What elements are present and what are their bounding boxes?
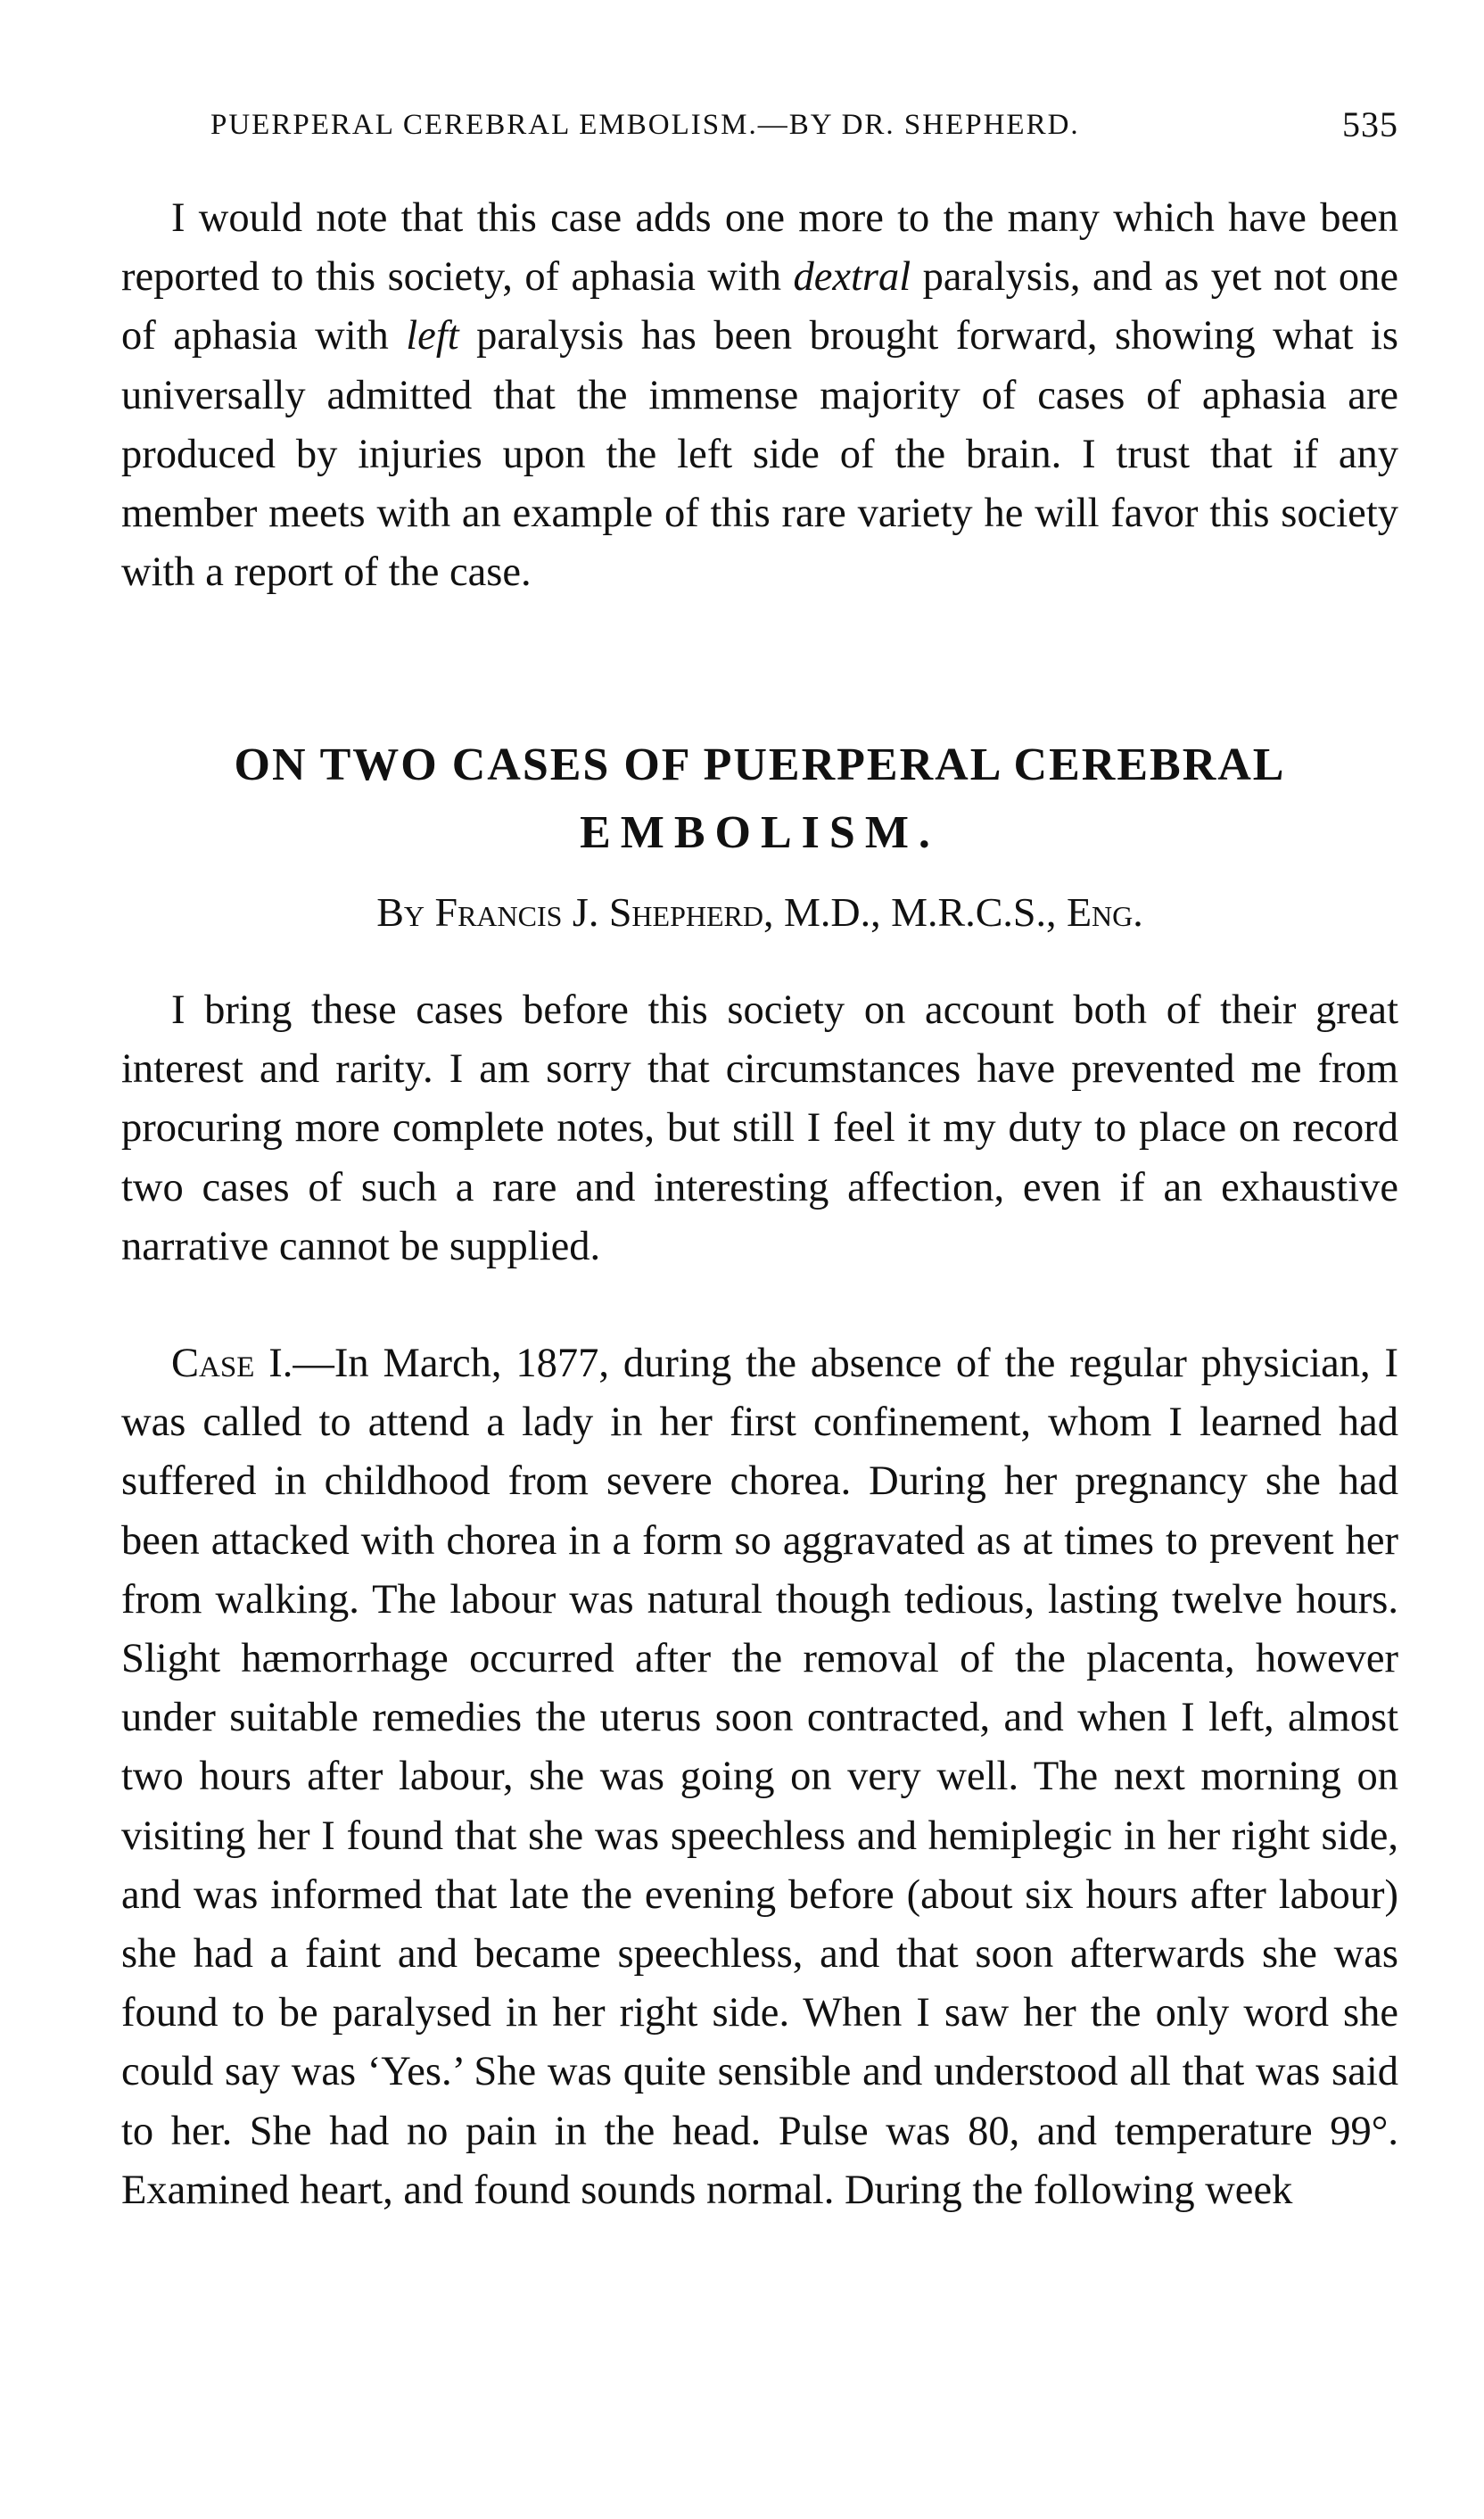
- emphasis-dextral: dextral: [793, 254, 911, 301]
- page-number: 535: [1342, 104, 1398, 145]
- paragraph-introduction: [121, 981, 1398, 1276]
- paragraph-aphasia-note: [121, 189, 1398, 602]
- paragraph-text: I would note that this case adds one more to the many which have been reported to this society, of aphasia with: [121, 195, 1398, 301]
- paragraph-text: —In March, 1877, during the absence of the regular physician, I was called to attend a lady in her first confinement, whom I learned had suffered in childhood from severe chorea. During her pregnancy she had been attacked with chorea in a form so aggravated as at times to prevent her from walking. The labour was natural though tedious, lasting twelve hours. Slight hæmorrhage occurred after the removal of the placenta, however under suitable remedies the uterus soon contracted, and when I left, almost two hours after labour, she was going on very well. The next morning on visiting her I found that she was speechless and hemiplegic in her right side, and was informed that late the evening before (about six hours after labour) she had a faint and became speechless, and that soon afterwards she was found to be paralysed in her right side. When I saw her the only word she could say was ‘Yes.’ She was quite sensible and understood all that was said to her. She had no pain in the head. Pulse was 80, and temperature 99°. Examined heart, and found sounds normal. During the following week: [121, 1341, 1398, 2213]
- article-title-line-1: ON TWO CASES OF PUERPERAL CEREBRAL: [234, 739, 1286, 790]
- emphasis-left: left: [406, 313, 459, 359]
- author-byline: By Francis J. Shepherd, M.D., M.R.C.S., Eng.: [376, 889, 1143, 935]
- paragraph-text: paralysis, and as yet not one of aphasia with: [121, 254, 1398, 359]
- paragraph-case-one: [121, 1334, 1398, 2220]
- case-label: Case I.: [171, 1341, 293, 1386]
- running-head-title: PUERPERAL CEREBRAL EMBOLISM.—BY DR. SHEPHERD.: [210, 109, 1080, 141]
- paragraph-text: I bring these cases before this society on account both of their great interest and rarity. I am sorry that circumstances have prevented me from procuring more complete notes, but still I feel it my duty to place on record two cases of such a rare and interesting affection, even if an exhaustive narrative cannot be supplied.: [121, 987, 1398, 1269]
- article-title-line-2: EMBOLISM.: [580, 807, 940, 858]
- running-head: [210, 98, 1398, 152]
- paragraph-text: paralysis has been brought forward, showing what is universally admitted that the immense majority of cases of aphasia are produced by injuries upon the left side of the brain. I trust that if any member meets with an example of this rare variety he will favor this society with a report of the case.: [121, 313, 1398, 596]
